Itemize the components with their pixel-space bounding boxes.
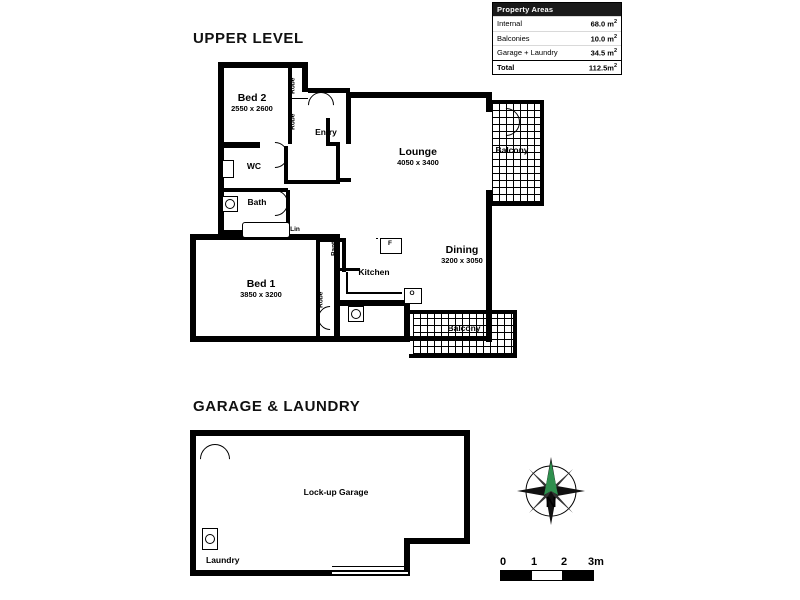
- pantry-label: Pantry: [330, 235, 338, 256]
- scale-tick-1: 1: [531, 556, 538, 568]
- wc-fixture: [222, 160, 234, 178]
- wall: [346, 92, 492, 98]
- area-value: $112.5m^2$: [588, 62, 617, 72]
- scale-bar: [500, 556, 604, 581]
- wall: [409, 354, 517, 358]
- property-areas-heading: Property Areas: [493, 3, 621, 16]
- wall: [464, 430, 470, 542]
- balcony-top-label: Balcony: [495, 145, 529, 155]
- wall: [190, 234, 196, 342]
- scale-tick-0: 0: [500, 556, 507, 568]
- robe-bed1: Robe: [317, 291, 325, 308]
- compass-icon: [515, 455, 587, 527]
- scale-tick-labels: [500, 556, 604, 568]
- bathtub: [242, 222, 290, 238]
- garage-door-line: [332, 566, 408, 567]
- wall: [410, 336, 490, 341]
- fridge-label: F: [388, 240, 392, 247]
- balcony-bottom-hatch: [413, 314, 513, 354]
- laundry-tub-bowl: [205, 534, 215, 544]
- room-dining: Dining 3200 x 3050: [441, 244, 483, 266]
- room-bed1: Bed 1 3850 x 3200: [240, 278, 282, 300]
- scale-segment: [501, 571, 532, 580]
- wall: [218, 142, 260, 148]
- robe-bed2-upper: Robe: [289, 77, 297, 94]
- linen-label: Lin: [290, 226, 300, 233]
- scale-tick-3: 3m: [588, 556, 604, 568]
- wall: [218, 62, 308, 68]
- property-areas-table: [492, 2, 622, 75]
- upper-level-title: UPPER LEVEL: [193, 30, 304, 47]
- compass-rose: [515, 455, 587, 527]
- room-bed2: Bed 2 2550 x 2600: [231, 92, 273, 114]
- area-value: 10.0 $m^2$: [590, 33, 617, 43]
- oven-label: O: [409, 290, 415, 297]
- wall: [488, 202, 544, 206]
- area-label: Balconies: [497, 33, 530, 43]
- table-row: [493, 31, 621, 46]
- wall: [409, 310, 517, 314]
- room-garage: Lock-up Garage: [303, 487, 369, 497]
- wall: [284, 180, 340, 184]
- table-row: [493, 45, 621, 60]
- wall: [190, 430, 196, 576]
- wall: [340, 178, 351, 182]
- room-bath: Bath: [247, 197, 267, 207]
- garage-level-title: GARAGE & LAUNDRY: [193, 398, 361, 415]
- room-kitchen: Kitchen: [358, 267, 390, 277]
- scale-tick-2: 2: [561, 556, 568, 568]
- wall: [340, 336, 410, 342]
- kitchen-bench: [376, 238, 378, 239]
- robe-bed2-lower: Robe: [289, 113, 297, 130]
- garage-door-opening: [332, 572, 408, 574]
- kitchen-bench: [346, 292, 402, 294]
- area-label: Garage + Laundry: [497, 48, 558, 57]
- wall: [513, 310, 517, 358]
- room-laundry: Laundry: [206, 555, 240, 565]
- wall: [486, 92, 492, 112]
- room-entry: Entry: [315, 127, 337, 137]
- wall: [190, 430, 470, 436]
- balcony-bottom-label: Balcony: [447, 323, 481, 333]
- svg-text:N: N: [545, 494, 557, 511]
- area-value: 68.0 $m^2$: [590, 19, 617, 29]
- room-lounge: Lounge 4050 x 3400: [397, 146, 439, 168]
- scale-segment: [563, 571, 593, 580]
- wall: [346, 92, 351, 120]
- area-value: 34.5 $m^2$: [590, 48, 617, 58]
- wall: [190, 336, 340, 342]
- table-row-total: [493, 60, 621, 75]
- table-row: [493, 16, 621, 31]
- door-arc: [194, 438, 236, 480]
- area-label: Total: [497, 62, 515, 72]
- shower-rose: [351, 309, 361, 319]
- area-label: Internal: [497, 19, 523, 28]
- wall: [342, 238, 346, 272]
- scale-bar-graphic: [500, 570, 594, 581]
- wall: [404, 538, 470, 544]
- room-wc: WC: [246, 161, 262, 171]
- scale-segment: [532, 571, 563, 580]
- wall: [488, 100, 544, 104]
